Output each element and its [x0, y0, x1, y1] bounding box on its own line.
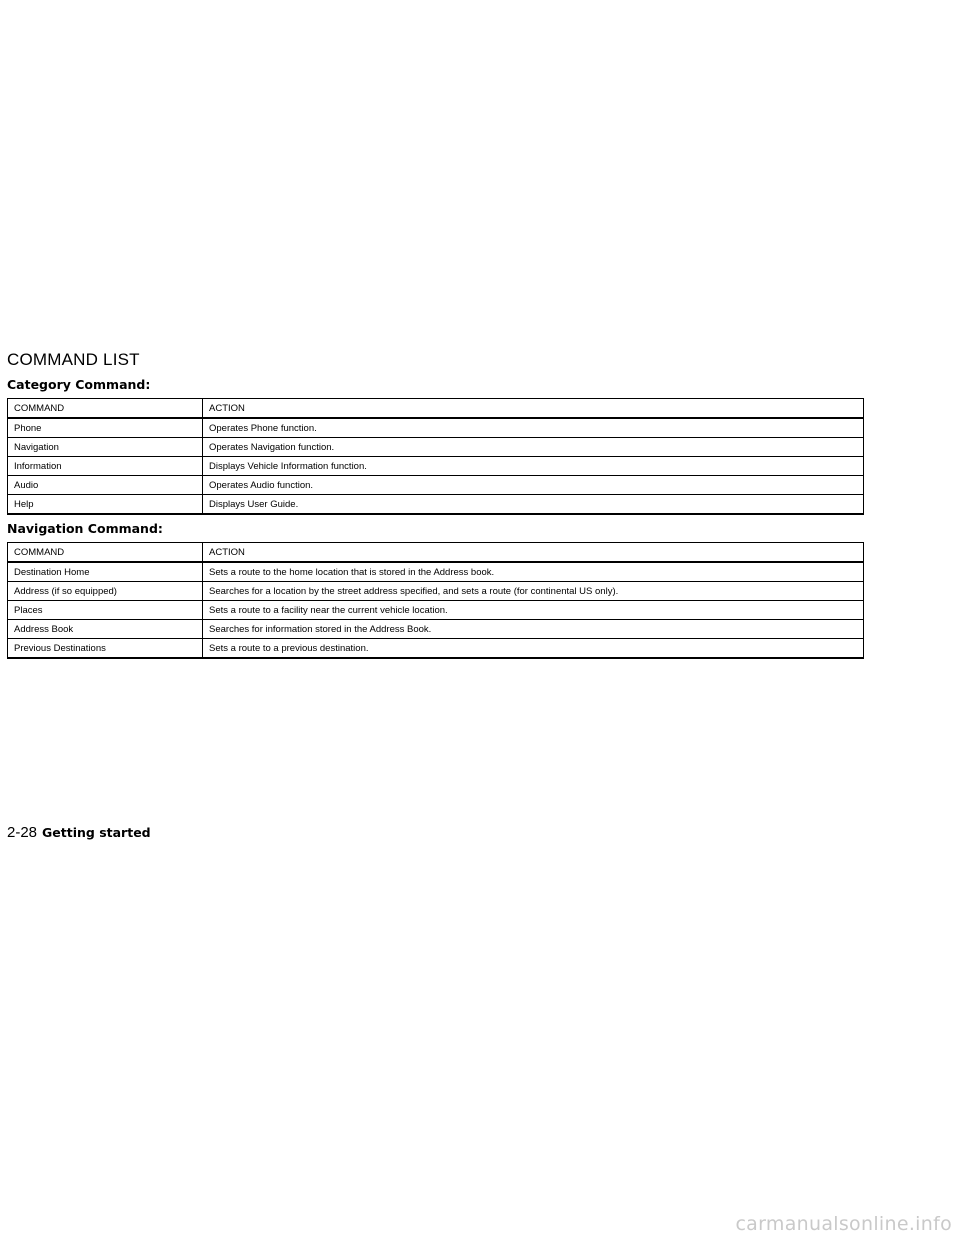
command-cell: Destination Home	[8, 562, 203, 582]
command-cell: Phone	[8, 418, 203, 438]
command-cell: Information	[8, 457, 203, 476]
action-cell: Displays User Guide.	[203, 495, 864, 515]
table-row	[8, 457, 864, 476]
column-header-action: ACTION	[203, 399, 864, 419]
command-cell: Previous Destinations	[8, 639, 203, 659]
column-header-command: COMMAND	[8, 399, 203, 419]
navigation-command-table	[7, 542, 864, 659]
page-footer	[7, 824, 151, 841]
navigation-command-heading: Navigation Command:	[7, 521, 163, 536]
table-row	[8, 582, 864, 601]
table-row	[8, 601, 864, 620]
action-cell: Operates Phone function.	[203, 418, 864, 438]
table-row	[8, 495, 864, 515]
chapter-title: Getting started	[42, 825, 151, 840]
command-cell: Places	[8, 601, 203, 620]
command-cell: Navigation	[8, 438, 203, 457]
table-header-row	[8, 399, 864, 419]
table-row	[8, 438, 864, 457]
column-header-action: ACTION	[203, 543, 864, 563]
watermark: carmanualsonline.info	[735, 1213, 952, 1235]
action-cell: Displays Vehicle Information function.	[203, 457, 864, 476]
action-cell: Sets a route to a previous destination.	[203, 639, 864, 659]
command-cell: Address Book	[8, 620, 203, 639]
command-cell: Help	[8, 495, 203, 515]
table-header-row	[8, 543, 864, 563]
action-cell: Sets a route to the home location that is stored in the Address book.	[203, 562, 864, 582]
table-row	[8, 476, 864, 495]
column-header-command: COMMAND	[8, 543, 203, 563]
table-row	[8, 562, 864, 582]
page-number: 2-28	[7, 824, 38, 841]
table-row	[8, 620, 864, 639]
category-command-table	[7, 398, 864, 515]
table-row	[8, 418, 864, 438]
action-cell: Searches for information stored in the Address Book.	[203, 620, 864, 639]
action-cell: Sets a route to a facility near the current vehicle location.	[203, 601, 864, 620]
action-cell: Searches for a location by the street address specified, and sets a route (for continental US only).	[203, 582, 864, 601]
action-cell: Operates Audio function.	[203, 476, 864, 495]
command-cell: Audio	[8, 476, 203, 495]
section-title: COMMAND LIST	[7, 350, 140, 369]
table-row	[8, 639, 864, 659]
category-command-heading: Category Command:	[7, 377, 151, 392]
action-cell: Operates Navigation function.	[203, 438, 864, 457]
command-cell: Address (if so equipped)	[8, 582, 203, 601]
